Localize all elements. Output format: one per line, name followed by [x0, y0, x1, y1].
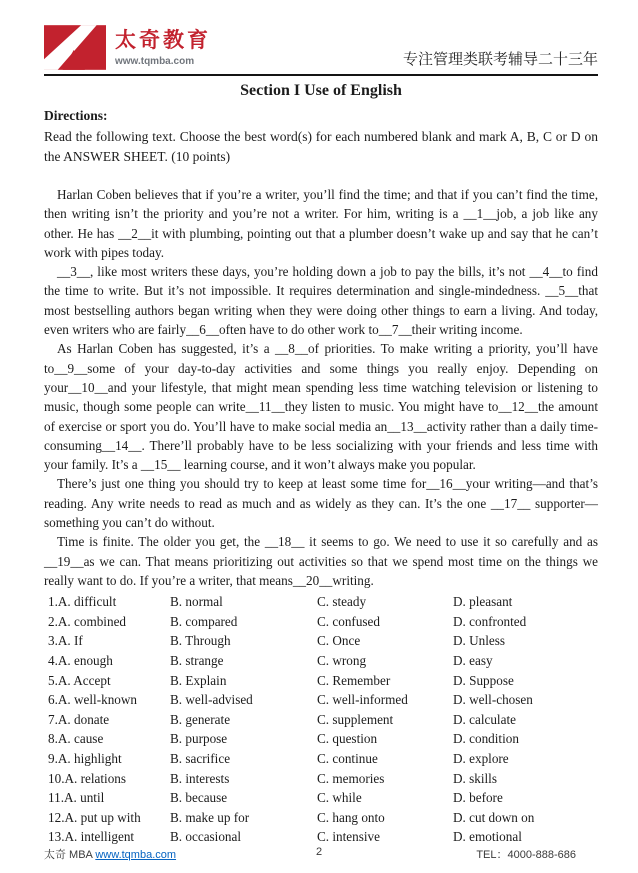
option-b: B. normal — [170, 594, 223, 610]
option-c: C. question — [317, 731, 378, 747]
option-row — [48, 690, 598, 710]
option-row — [48, 808, 598, 828]
option-a: 3.A. If — [48, 633, 83, 649]
option-d: D. skills — [453, 770, 497, 786]
option-a: 7.A. donate — [48, 711, 110, 727]
footer-brand-text: 太奇 MBA — [44, 849, 96, 861]
option-a: 2.A. combined — [48, 613, 127, 629]
option-b: B. sacrifice — [170, 750, 231, 766]
option-d: D. pleasant — [453, 594, 513, 610]
footer-telephone: TEL：4000-888-686 — [476, 849, 576, 861]
option-c: C. well-informed — [317, 692, 408, 708]
option-row — [48, 651, 598, 671]
option-d: D. condition — [453, 731, 519, 747]
section-title: Section I Use of English — [240, 82, 402, 99]
option-b: B. because — [170, 790, 228, 806]
option-d: D. Suppose — [453, 672, 514, 688]
option-d: D. confronted — [453, 613, 527, 629]
option-b: B. Through — [170, 633, 231, 649]
option-row — [48, 749, 598, 769]
passage — [44, 185, 598, 590]
option-c: C. supplement — [317, 711, 394, 727]
option-b: B. occasional — [170, 829, 242, 845]
option-b: B. well-advised — [170, 692, 253, 708]
option-c: C. while — [317, 790, 362, 806]
passage-paragraph: __3__, like most writers these days, you’re holding down a job to pay the bills, it’s not __4__to find the time to write. But it’s not impossible. It requires determination and single-mindedness. __5__that most bestselling authors began writing when they were doing other things to earn a living. And today, even writers who are fairly__6__often have to do other work to__7__their writing income. — [44, 264, 598, 338]
option-a: 8.A. cause — [48, 731, 104, 747]
option-a: 13.A. intelligent — [48, 829, 135, 845]
option-d: D. cut down on — [453, 809, 535, 825]
option-b: B. generate — [170, 711, 231, 727]
option-c: C. continue — [317, 750, 378, 766]
option-d: D. before — [453, 790, 503, 806]
option-b: B. interests — [170, 770, 230, 786]
option-row — [48, 769, 598, 789]
option-a: 10.A. relations — [48, 770, 127, 786]
option-row — [48, 788, 598, 808]
options-list — [48, 592, 598, 847]
option-row — [48, 710, 598, 730]
passage-paragraph: Harlan Coben believes that if you’re a writer, you’ll find the time; and that if you can’t find the time, then writing isn’t the priority and you’re not a writer. For him, writing is a __1__job, a job like any other. He has __2__it with plumbing, pointing out that a plumber doesn’t wake up and say that he can’t work with pipes today. — [44, 187, 598, 260]
footer — [0, 846, 638, 861]
option-row — [48, 671, 598, 691]
taiqi-logo-icon — [44, 25, 106, 70]
option-b: B. purpose — [170, 731, 228, 747]
option-a: 6.A. well-known — [48, 692, 138, 708]
option-d: D. calculate — [453, 711, 516, 727]
passage-paragraph: As Harlan Coben has suggested, it’s a __8__of priorities. To make writing a priority, you’ll have to__9__some of your day-to-day activities and some things you really enjoy. Depending on your__10__and your lifestyle, that might mean spending less time watching television or listening to music, though some people can write__11__they listen to music. You might have to__12__the amount of exercise or sport you do. You’ll have to make social media an__13__activity rather than a daily time-consuming__14__. There’ll probably have to be less socializing with your friends and less time with your family. It’s a __15__ learning course, and it won’t always make you popular. — [44, 341, 598, 473]
option-d: D. emotional — [453, 829, 522, 845]
logo — [44, 25, 211, 70]
option-a: 9.A. highlight — [48, 750, 122, 766]
directions-label: Directions: — [44, 108, 108, 123]
brand-website: www.tqmba.com — [115, 55, 195, 67]
option-c: C. intensive — [317, 829, 381, 845]
option-c: C. hang onto — [317, 809, 385, 825]
option-row — [48, 592, 598, 612]
option-c: C. Remember — [317, 672, 391, 688]
option-d: D. well-chosen — [453, 692, 533, 708]
option-a: 1.A. difficult — [48, 594, 117, 610]
option-d: D. easy — [453, 653, 493, 669]
passage-paragraph: Time is finite. The older you get, the __18__ it seems to go. We need to use it so carefully and as __19__as we can. That means prioritizing out activities so that we spend most time on the things we really want to do. If you’re a writer, that means__20__writing. — [44, 534, 598, 588]
option-d: D. Unless — [453, 633, 506, 649]
option-c: C. memories — [317, 770, 385, 786]
footer-site-link[interactable]: www.tqmba.com — [95, 849, 177, 861]
header-divider — [44, 74, 598, 76]
directions-text: Read the following text. Choose the best word(s) for each numbered blank and mark A, B, C or D on the ANSWER SHEET. (10 points) — [44, 129, 598, 164]
brand-block — [115, 29, 211, 67]
option-b: B. strange — [170, 653, 224, 669]
footer-page-number: 2 — [315, 846, 323, 858]
option-b: B. compared — [170, 613, 238, 629]
option-row — [48, 827, 598, 847]
option-c: C. Once — [317, 633, 361, 649]
header — [44, 25, 598, 70]
passage-paragraph: There’s just one thing you should try to keep at least some time for__16__your writing—and that’s reading. Any write needs to read as much and as widely as they can. It’s the one __17__ supporter—something you can’t do without. — [44, 476, 598, 531]
option-b: B. make up for — [170, 809, 250, 825]
option-a: 11.A. until — [48, 790, 105, 806]
option-c: C. confused — [317, 613, 380, 629]
option-c: C. wrong — [317, 653, 367, 669]
option-row — [48, 631, 598, 651]
option-b: B. Explain — [170, 672, 227, 688]
option-a: 5.A. Accept — [48, 672, 111, 688]
option-d: D. explore — [453, 750, 509, 766]
option-a: 4.A. enough — [48, 653, 113, 669]
header-tagline: 专注管理类联考辅导二十三年 — [402, 52, 598, 68]
option-c: C. steady — [317, 594, 367, 610]
brand-name: 太奇教育 — [115, 28, 211, 52]
option-a: 12.A. put up with — [48, 809, 141, 825]
option-row — [48, 612, 598, 632]
option-row — [48, 729, 598, 749]
